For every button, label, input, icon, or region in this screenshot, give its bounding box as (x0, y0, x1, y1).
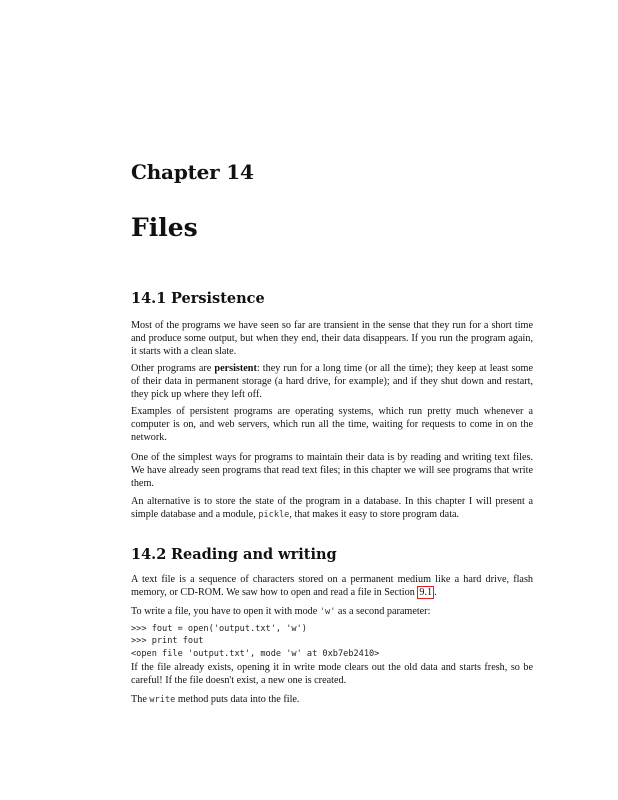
paragraph (131, 363, 533, 402)
code-line: <open file 'output.txt', mode 'w' at 0xb7eb2410> (131, 648, 380, 659)
paragraph: If the file already exists, opening it in write mode clears out the old data and starts fresh, so be careful! If the file doesn't exist, a new one is created. (131, 662, 533, 686)
paragraph-text: . (434, 586, 437, 598)
code-block (131, 623, 533, 660)
code-line: >>> print fout (131, 636, 204, 647)
emphasis-term: persistent (214, 363, 257, 374)
paragraph-text: : they run for a long time (or all the time); they keep at least some of their data in permanent storage (a hard drive, for example); and if they shut down and restart, they pick up where they left off. (131, 363, 534, 400)
section-number: 14.1 (131, 290, 167, 307)
paragraph-text: A text file is a sequence of characters stored on a permanent medium like a hard drive, flash memory, or CD-ROM. We saw how to open and read a file in Section (131, 574, 533, 598)
section-title: Reading and writing (171, 546, 337, 563)
inline-code: write (149, 695, 176, 705)
inline-code: 'w' (319, 607, 336, 617)
paragraph-text: , that makes it easy to store program data. (289, 508, 460, 520)
section-heading-reading-and-writing (131, 546, 337, 563)
chapter-title: Files (131, 213, 198, 242)
paragraph-text: To write a file, you have to open it with mode (131, 606, 320, 617)
code-line: >>> fout = open('output.txt', 'w') (131, 624, 307, 634)
paragraph-text: Other programs are (131, 363, 215, 374)
paragraph: Most of the programs we have seen so far are transient in the sense that they run for a short time and produce some output, but when they end, their data disappears. If you run the program again, it starts with a clean slate. (131, 320, 533, 357)
paragraph (131, 606, 533, 619)
paragraph (131, 496, 533, 522)
inline-code: pickle (258, 509, 290, 520)
paragraph-text: The (131, 694, 150, 705)
paragraph (131, 574, 533, 600)
paragraph: Examples of persistent programs are operating systems, which run pretty much whenever a computer is on, and web servers, which run all the time, waiting for requests to come in on the network. (131, 406, 533, 443)
paragraph: One of the simplest ways for programs to maintain their data is by reading and writing text files. We have already seen programs that read text files; in this chapter we will see programs that write them. (131, 452, 533, 489)
section-title: Persistence (171, 290, 265, 307)
section-heading-persistence (131, 290, 265, 307)
section-reference-link[interactable]: 9.1 (419, 586, 433, 598)
paragraph-text: An alternative is to store the state of the program in a database. In this chapter I will present a simple database and a module, (131, 496, 533, 520)
paragraph (131, 694, 533, 707)
section-number: 14.2 (131, 546, 167, 563)
chapter-label: Chapter 14 (131, 160, 254, 184)
paragraph-text: method puts data into the file. (175, 694, 300, 705)
paragraph-text: as a second parameter: (335, 606, 431, 617)
